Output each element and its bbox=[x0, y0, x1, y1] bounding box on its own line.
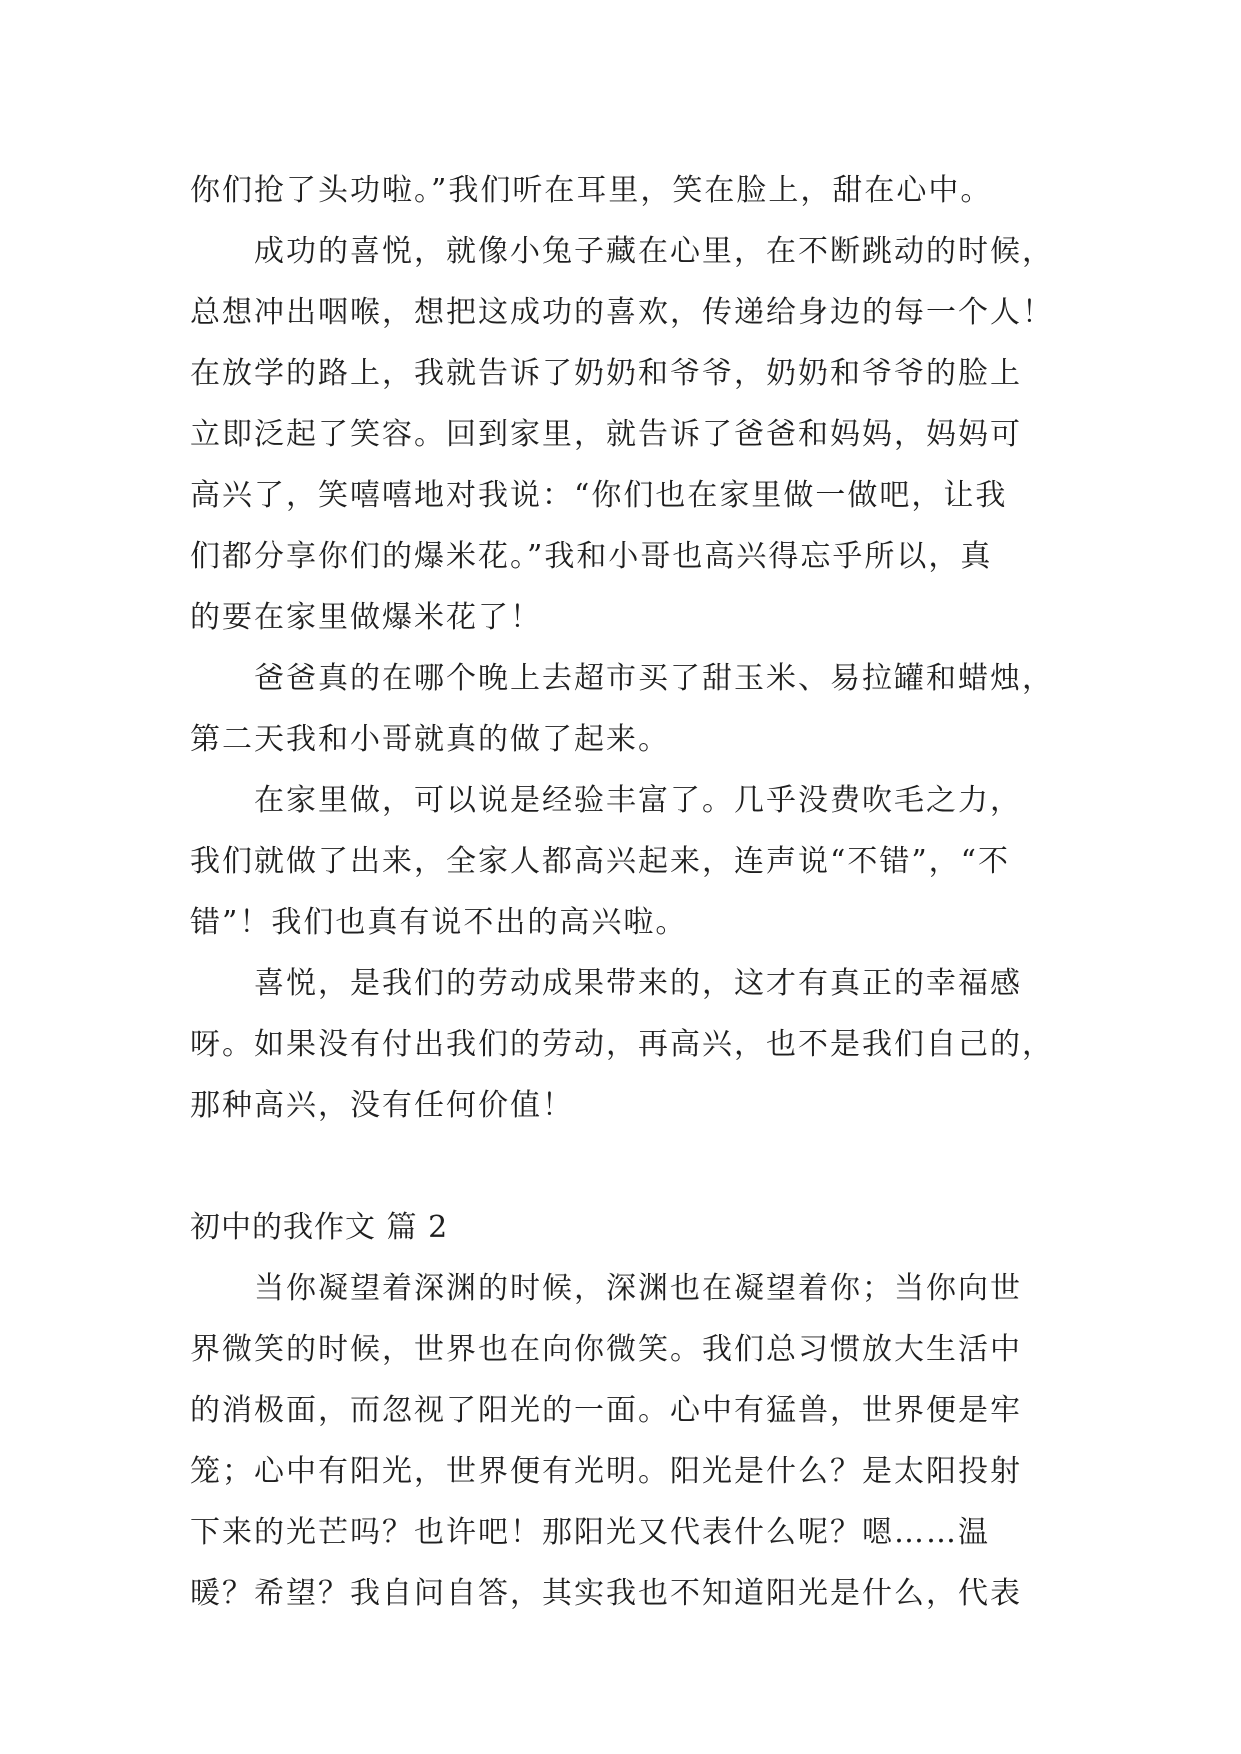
paragraph-1 bbox=[190, 160, 1050, 221]
section-spacer bbox=[190, 1136, 1050, 1197]
text-line: 你们抢了头功啦。”我们听在耳里，笑在脸上，甜在心中。 bbox=[190, 173, 993, 208]
text-line: 立即泛起了笑容。回到家里，就告诉了爸爸和妈妈，妈妈可 bbox=[190, 417, 1022, 452]
text-line: 总想冲出咽喉，想把这成功的喜欢，传递给身边的每一个人！ bbox=[190, 295, 1054, 330]
section-2 bbox=[190, 1197, 1050, 1624]
text-line: 我们就做了出来，全家人都高兴起来，连声说“不错”，“不 bbox=[190, 844, 1011, 879]
text-line: 第二天我和小哥就真的做了起来。 bbox=[190, 722, 670, 757]
text-line: 呀。如果没有付出我们的劳动，再高兴，也不是我们自己的， bbox=[190, 1027, 1054, 1062]
paragraph-3 bbox=[190, 648, 1054, 770]
text-line: 高兴了，笑嘻嘻地对我说：“你们也在家里做一做吧，让我 bbox=[190, 478, 1008, 513]
text-line: 在放学的路上，我就告诉了奶奶和爷爷，奶奶和爷爷的脸上 bbox=[190, 356, 1022, 391]
text-line: 在家里做，可以说是经验丰富了。几乎没费吹毛之力， bbox=[254, 783, 1022, 818]
paragraph-5 bbox=[190, 953, 1054, 1136]
text-line: 成功的喜悦，就像小兔子藏在心里，在不断跳动的时候， bbox=[254, 234, 1054, 269]
document-body bbox=[190, 160, 1054, 1624]
text-line: 的要在家里做爆米花了！ bbox=[190, 600, 542, 635]
paragraph-6 bbox=[190, 1258, 1050, 1624]
section-1 bbox=[190, 160, 1054, 1136]
section-heading: 初中的我作文 篇 2 bbox=[190, 1210, 449, 1245]
paragraph-4 bbox=[190, 770, 1050, 953]
text-line: 下来的光芒吗？也许吧！那阳光又代表什么呢？嗯……温 bbox=[190, 1515, 990, 1550]
text-line: 当你凝望着深渊的时候，深渊也在凝望着你；当你向世 bbox=[254, 1271, 1022, 1306]
text-line: 笼；心中有阳光，世界便有光明。阳光是什么？是太阳投射 bbox=[190, 1454, 1022, 1489]
text-line: 的消极面，而忽视了阳光的一面。心中有猛兽，世界便是牢 bbox=[190, 1393, 1022, 1428]
text-line: 喜悦，是我们的劳动成果带来的，这才有真正的幸福感 bbox=[254, 966, 1022, 1001]
text-line: 那种高兴，没有任何价值！ bbox=[190, 1088, 574, 1123]
text-line: 暖？希望？我自问自答，其实我也不知道阳光是什么，代表 bbox=[190, 1576, 1022, 1611]
text-line: 界微笑的时候，世界也在向你微笑。我们总习惯放大生活中 bbox=[190, 1332, 1022, 1367]
text-line: 们都分享你们的爆米花。”我和小哥也高兴得忘乎所以，真 bbox=[190, 539, 993, 574]
paragraph-2 bbox=[190, 221, 1054, 648]
text-line: 爸爸真的在哪个晚上去超市买了甜玉米、易拉罐和蜡烛， bbox=[254, 661, 1054, 696]
text-line: 错”！我们也真有说不出的高兴啦。 bbox=[190, 905, 688, 940]
